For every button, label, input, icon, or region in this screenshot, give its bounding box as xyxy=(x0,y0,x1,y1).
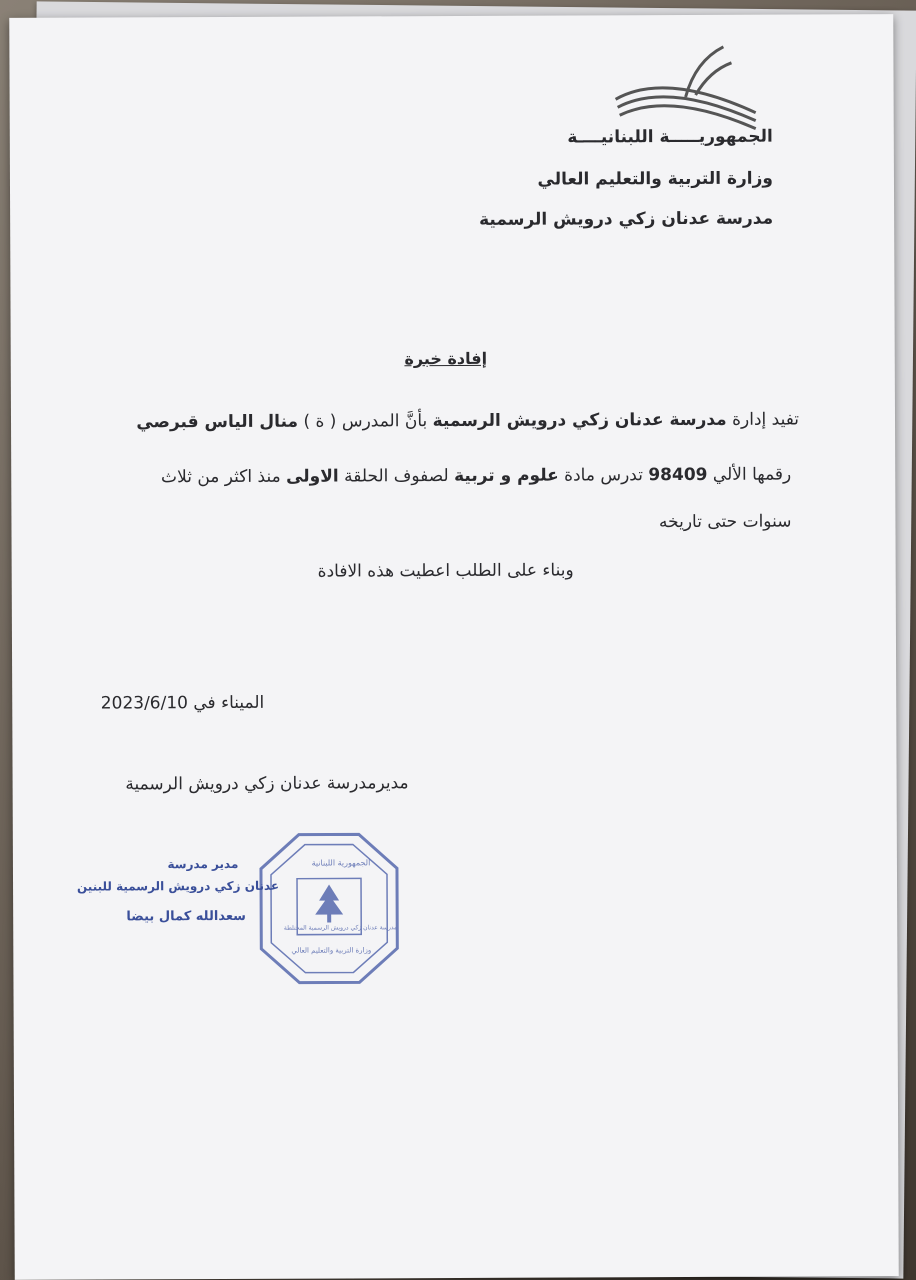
body-text: بأنَّ المدرس ( ة ) xyxy=(297,411,433,432)
signatory-title: مديرمدرسة عدنان زكي درويش الرسمية xyxy=(125,773,409,795)
body-text: تفيد إدارة xyxy=(726,409,800,430)
official-stamp-icon xyxy=(255,828,404,989)
body-text: تدرس مادة xyxy=(558,465,649,486)
body-line-1 xyxy=(136,409,799,432)
body-line-4: وبناء على الطلب اعطيت هذه الافادة xyxy=(317,560,574,582)
stamp-center-text: مدرسة عدنان زكي درويش الرسمية المختلطة xyxy=(283,924,398,932)
signature-line-1: مدير مدرسة xyxy=(167,856,239,872)
body-text: منذ اكثر من ثلاث xyxy=(160,466,287,488)
stamp-bottom-text: وزارة التربية والتعليم العالي xyxy=(291,946,372,955)
date-value: 2023/6/10 xyxy=(100,693,189,714)
header-country: الجمهوريـــــة اللبنانيــــة xyxy=(567,126,773,148)
cycle: الاولى xyxy=(286,466,339,487)
teacher-id: 98409 xyxy=(648,464,708,486)
stamp-top-text: الجمهورية اللبنانية xyxy=(311,858,371,868)
header-school: مدرسة عدنان زكي درويش الرسمية xyxy=(479,208,774,230)
teacher-name: منال الياس قبرصي xyxy=(136,411,299,433)
subject: علوم و تربية xyxy=(454,465,559,486)
body-line-2 xyxy=(161,465,791,488)
body-line-3: سنوات حتى تاريخه xyxy=(658,511,792,533)
header-ministry: وزارة التربية والتعليم العالي xyxy=(537,168,774,190)
place-date xyxy=(101,693,265,714)
signature-line-3: سعدالله كمال بيضا xyxy=(126,908,246,925)
document-title: إفادة خبرة xyxy=(404,348,488,369)
body-text: لصفوف الحلقة xyxy=(338,465,455,487)
signature-line-2: عدنان زكي درويش الرسمية للبنين xyxy=(76,878,280,894)
body-text: رقمها الألي xyxy=(707,464,792,485)
place-label: الميناء في xyxy=(187,692,265,714)
document-page xyxy=(9,14,898,1280)
school-name: مدرسة عدنان زكي درويش الرسمية xyxy=(432,409,727,432)
